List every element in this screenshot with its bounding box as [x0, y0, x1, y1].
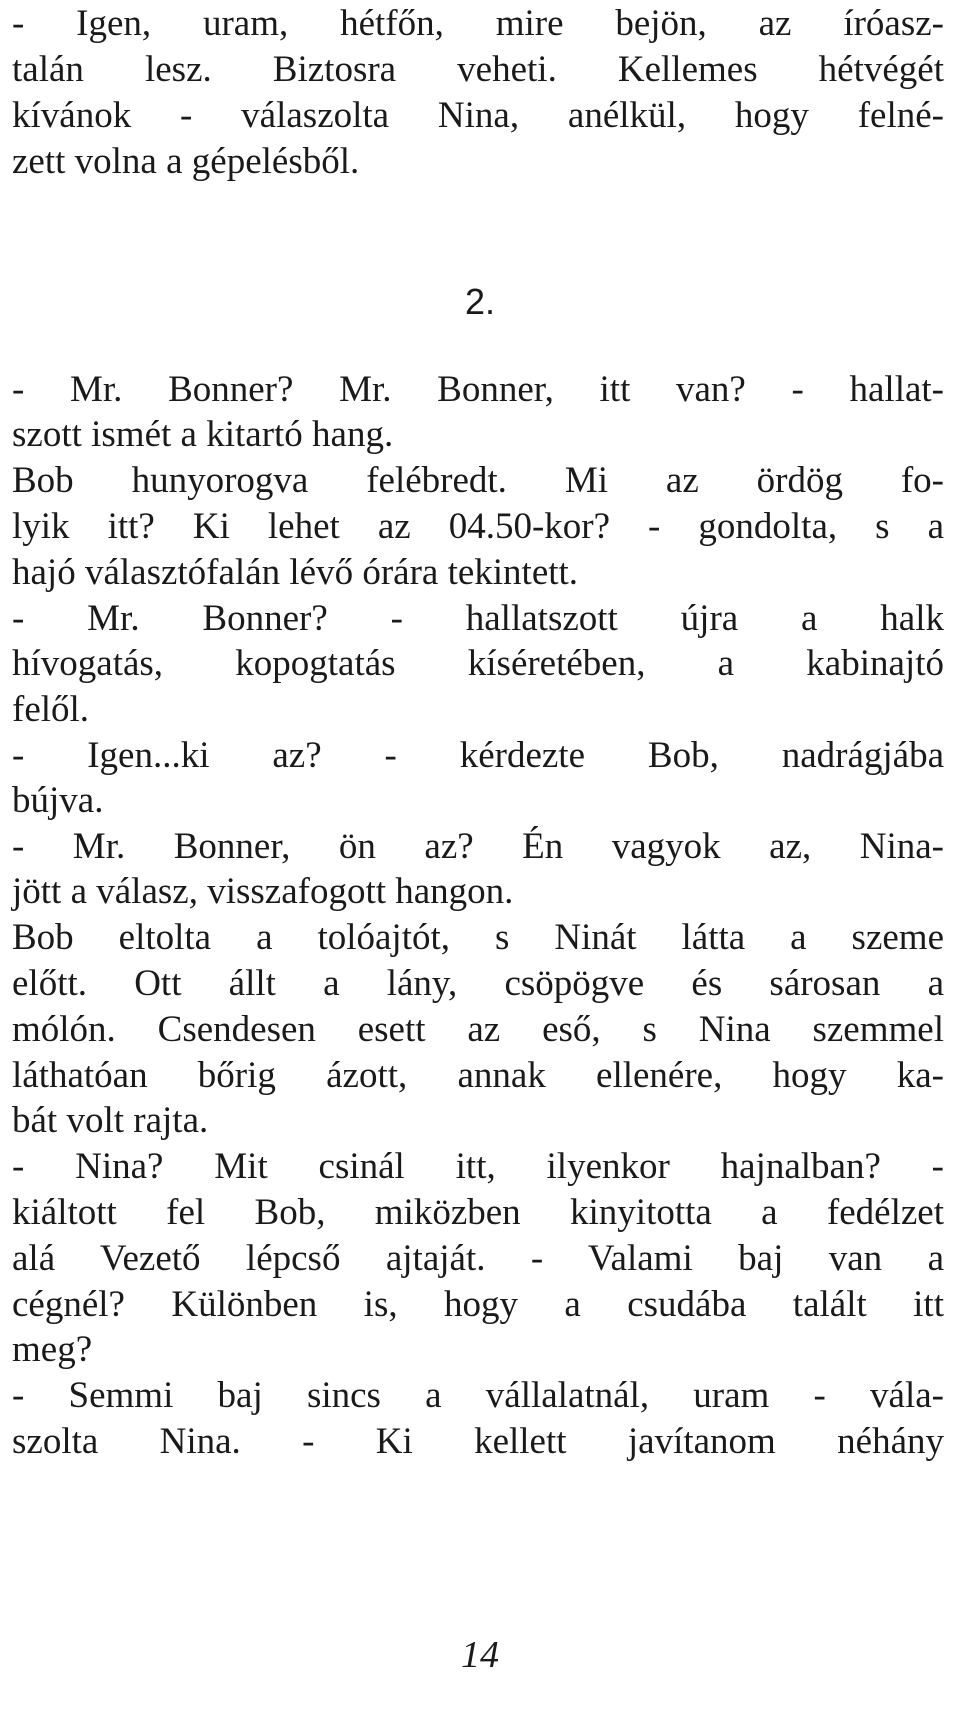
text-line: mólón. Csendesen esett az eső, s Nina szemmel [12, 1009, 944, 1050]
page-number: 14 [461, 1634, 499, 1676]
text-line: zett volna a gépelésből. [12, 141, 360, 182]
text-line: - Mr. Bonner? - hallatszott újra a halk [12, 598, 944, 639]
text-line: Bob hunyorogva felébredt. Mi az ördög fo- [12, 460, 944, 501]
text-line: - Igen, uram, hétfőn, mire bejön, az íróasz- [12, 3, 944, 44]
text-line: Bob eltolta a tolóajtót, s Ninát látta a szeme [12, 917, 944, 958]
text-line: hajó választófalán lévő órára tekintett. [12, 552, 579, 593]
text-line: kiáltott fel Bob, miközben kinyitotta a fedélzet [12, 1192, 944, 1233]
text-line: talán lesz. Biztosra veheti. Kellemes hétvégét [12, 49, 944, 90]
text-line: bát volt rajta. [12, 1100, 209, 1141]
text-line: jött a válasz, visszafogott hangon. [12, 871, 514, 912]
text-line: - Mr. Bonner? Mr. Bonner, itt van? - hallat- [12, 369, 944, 410]
text-line: - Semmi baj sincs a vállalatnál, uram - vála- [12, 1375, 944, 1416]
text-line: előtt. Ott állt a lány, csöpögve és sárosan a [12, 963, 944, 1004]
text-line: felől. [12, 689, 90, 730]
text-line: - Igen...ki az? - kérdezte Bob, nadrágjába [12, 735, 944, 776]
text-line: szott ismét a kitartó hang. [12, 414, 394, 455]
chapter-heading: 2. [464, 281, 496, 322]
text-line: - Mr. Bonner, ön az? Én vagyok az, Nina- [12, 826, 944, 867]
text-line: - Nina? Mit csinál itt, ilyenkor hajnalban? - [12, 1146, 944, 1187]
text-line: láthatóan bőrig ázott, annak ellenére, hogy ka- [12, 1055, 944, 1096]
text-line: kívánok - válaszolta Nina, anélkül, hogy felné- [12, 95, 944, 136]
text-line: lyik itt? Ki lehet az 04.50-kor? - gondolta, s a [12, 506, 944, 547]
text-line: hívogatás, kopogtatás kíséretében, a kabinajtó [12, 643, 944, 684]
text-line: szolta Nina. - Ki kellett javítanom néhány [12, 1421, 944, 1462]
text-line: alá Vezető lépcső ajtaját. - Valami baj van a [12, 1238, 944, 1279]
text-line: meg? [12, 1329, 93, 1370]
text-line: bújva. [12, 780, 104, 821]
text-line: cégnél? Különben is, hogy a csudába talált itt [12, 1284, 944, 1325]
